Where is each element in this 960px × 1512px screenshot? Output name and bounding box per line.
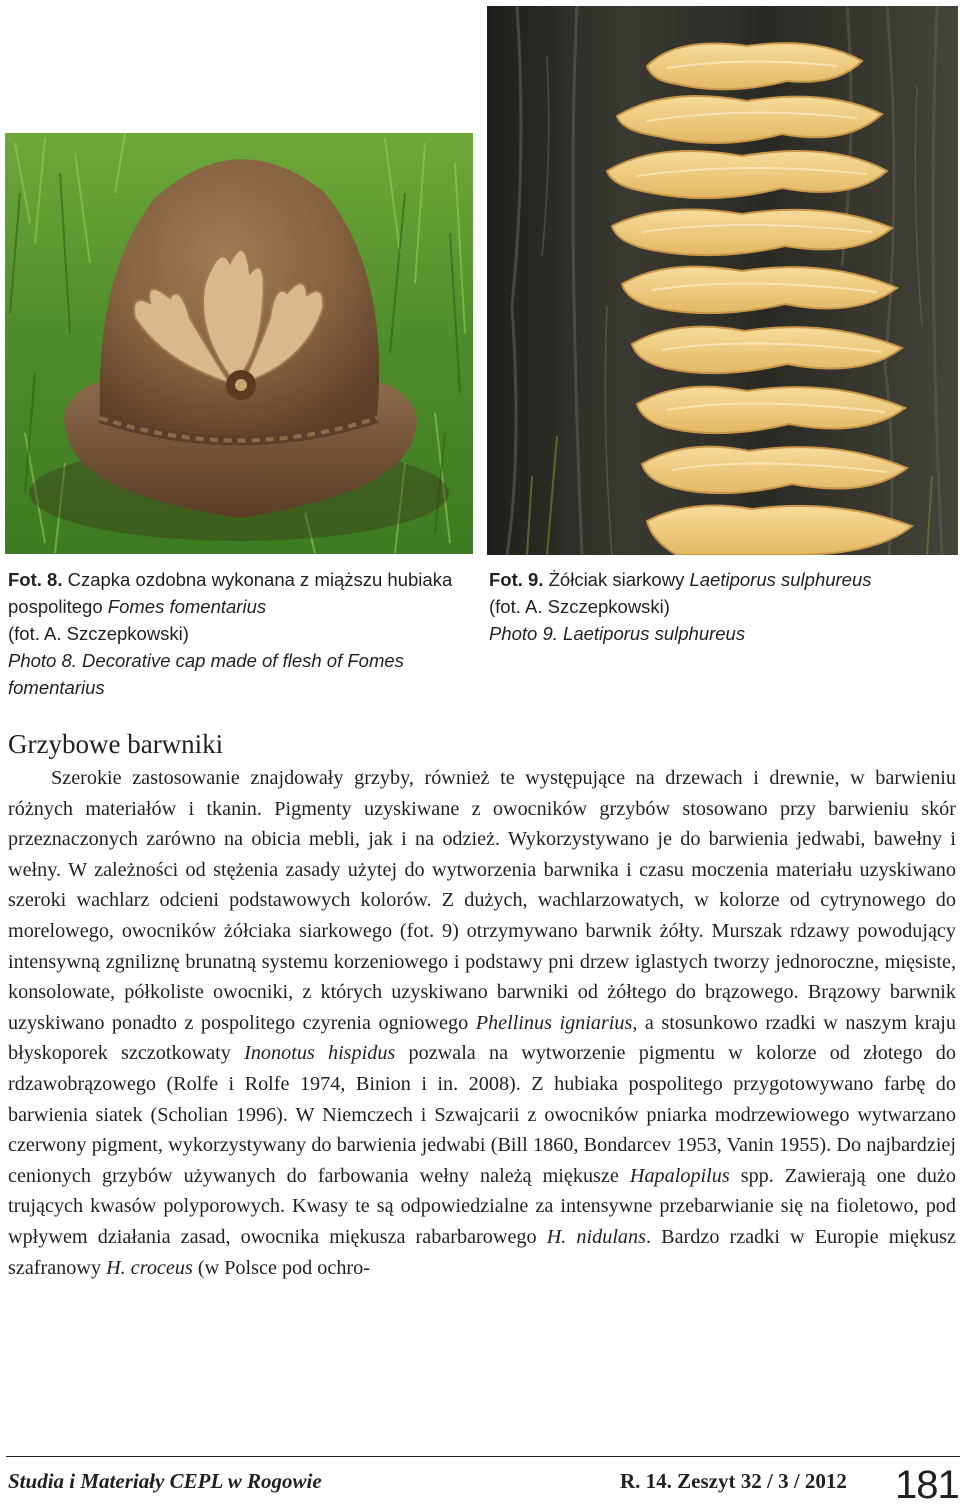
caption-label: Fot. 8. [8,569,63,590]
species-h-nidulans: H. nidulans [546,1225,646,1248]
page-number: 181 [895,1463,959,1507]
body-text-5: . Bardzo rzadki w Europie miękusz szafranowy [8,1225,956,1279]
caption-en-text: Photo 9. Laetiporus sulphureus [489,623,746,644]
caption-species: Laetiporus sulphureus [689,569,872,590]
caption-label: Fot. 9. [489,569,544,590]
caption-credit: (fot. A. Szczepkowski) [489,596,670,617]
bracket-fungus-photo-image [487,6,958,555]
body-text-2: , a stosunkowo rzadki w naszym kraju błyskoporek szczotkowaty [8,1011,956,1065]
footer-rule [6,1456,960,1457]
caption-pl-text: Czapka ozdobna wykonana z miąższu hubiaka pospolitego [8,569,453,617]
issue-number: R. 14. Zeszyt 32 / 3 / 2012 [620,1469,847,1493]
body-paragraph [8,763,956,1283]
journal-title: Studia i Materiały CEPL w Rogowie [8,1469,322,1493]
body-text-6: (w Polsce pod ochro- [192,1256,370,1279]
caption-fot-9 [489,566,957,647]
body-text-1: Szerokie zastosowanie znajdowały grzyby, również te występujące na drzewach i drewnie, w barwieniu różnych materiałów i tkanin. Pigmenty uzyskiwane z owocników grzybów stosowano przy barwieniu skór przeznaczonych zarówno na obicia mebli, jak i na odzież. Wykorzystywano je do barwienia jedwabi, bawełny i wełny. W zależności od stężenia zasady użytej do wytworzenia barwnika i czasu moczenia materiału uzyskiwano szeroki wachlarz odcieni podstawowych kolorów. Z dużych, wachlarzowatych, w kolorze od cytrynowego do morelowego, owocników żółciaka siarkowego (fot. 9) otrzymywano barwnik żółty. Murszak rdzawy powodujący intensywną zgniliznę brunatną systemu korzeniowego i podstawy pni drzew iglastych tworzy jednoroczne, mięsiste, konsolowate, półkoliste owocniki, z których uzyskiwano barwniki od żółtego do brązowego. Brązowy barwnik uzyskiwano ponadto z pospolitego czyrenia ogniowego [8,767,956,1034]
body-text-4: spp. Zawierają one dużo trujących kwasów polyporowych. Kwasy te są odpowiedzialne za intensywne przebarwianie się na fioletowo, pod wpływem działania zasad, owocnika miękusza rabarbarowego [8,1164,956,1248]
body-text-3: pozwala na wytworzenie pigmentu w kolorze od złotego do rdzawobrązowego (Rolfe i Rolfe 1974, Binion i in. 2008). Z hubiaka pospolitego przygotowywano farbę do barwienia siatek (Scholian 1996). W Niemczech i Szwajcarii z owocników pniarka modrzewiowego wytwarzano czerwony pigment, wykorzystywany do barwienia jedwabi (Bill 1860, Bondarcev 1953, Vanin 1955). Do najbardziej cenionych grzybów używanych do farbowania wełny należą miękusze [8,1042,956,1187]
species-inonotus: Inonotus hispidus [244,1042,396,1065]
species-phellinus: Phellinus igniarius [475,1011,633,1034]
photo-decorative-cap [5,133,473,554]
caption-pl-text: Żółciak siarkowy [543,569,690,590]
cap-photo-image [5,133,473,554]
caption-fot-8 [8,566,478,701]
caption-credit: (fot. A. Szczepkowski) [8,623,189,644]
caption-en-text: Photo 8. Decorative cap made of flesh of Fomes fomentarius [8,650,404,698]
photo-laetiporus [487,6,958,555]
species-h-croceus: H. croceus [106,1256,193,1279]
species-hapalopilus: Hapalopilus [629,1164,730,1187]
caption-species: Fomes fomentarius [107,596,267,617]
section-heading: Grzybowe barwniki [8,729,224,759]
